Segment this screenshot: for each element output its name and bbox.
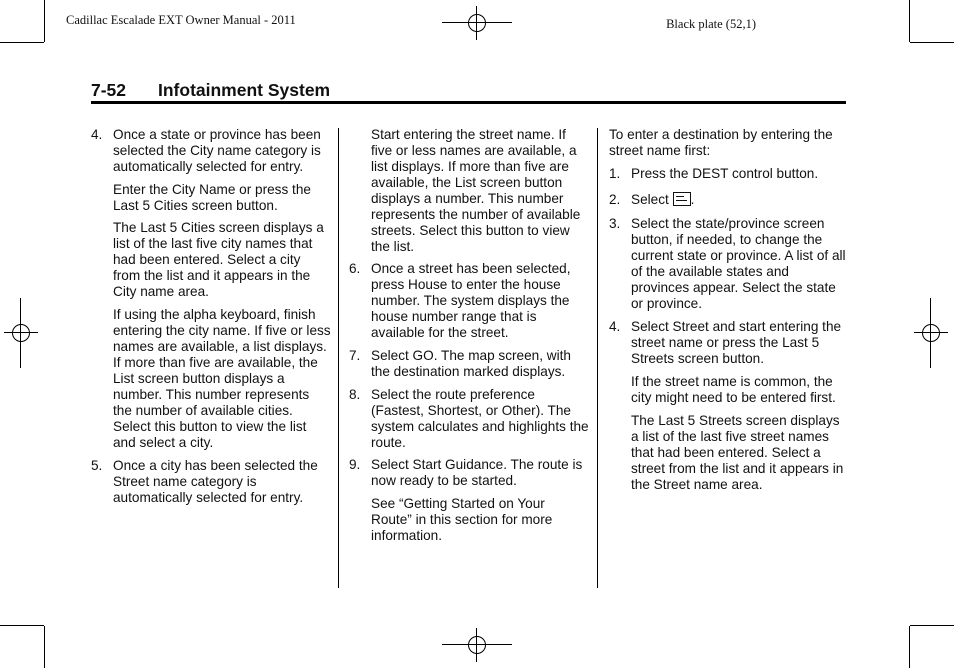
step-number: 5. bbox=[91, 458, 103, 473]
step-text: Once a street has been selected, press House to enter the house number. The system displays the house number range that is available for the street. bbox=[371, 261, 571, 340]
step-text: Once a state or province has been selected the City name category is automatically selected for entry. bbox=[113, 127, 321, 174]
step-item bbox=[349, 457, 589, 489]
paragraph: If the street name is common, the city might need to be entered first. bbox=[631, 374, 836, 405]
step-text: Press the DEST control button. bbox=[631, 166, 819, 181]
destination-address-icon bbox=[673, 192, 691, 206]
step-number: 1. bbox=[609, 166, 621, 181]
step-text: Select Start Guidance. The route is now ready to be started. bbox=[371, 457, 583, 488]
registration-mark-bottom bbox=[460, 628, 494, 662]
plate-label: Black plate (52,1) bbox=[666, 17, 756, 31]
column-left bbox=[91, 127, 331, 506]
section-title: Infotainment System bbox=[158, 80, 331, 100]
step-item bbox=[91, 127, 331, 175]
paragraph: Enter the City Name or press the Last 5 Cities screen button. bbox=[113, 182, 311, 213]
step-text: Select the route preference (Fastest, Shortest, or Other). The system calculates and highlights the route. bbox=[371, 387, 589, 450]
step-text bbox=[631, 192, 849, 208]
crop-mark bbox=[0, 42, 44, 43]
paragraph: If using the alpha keyboard, finish entering the city name. If five or less names are available, a list displays. If more than five are available, the List screen button displays a number. This number represents the number of available cities. Select this button to view the list and select a city. bbox=[113, 307, 331, 450]
step-number: 4. bbox=[91, 127, 103, 142]
crop-mark bbox=[44, 626, 45, 668]
section-heading bbox=[91, 80, 330, 101]
step-number: 4. bbox=[609, 319, 621, 334]
paragraph: The Last 5 Streets screen displays a list of the last five street names that had been entered. Select a street from the list and it appears in the Street name area. bbox=[631, 413, 844, 492]
crop-mark bbox=[910, 42, 954, 43]
step-text: Once a city has been selected the Street name category is automatically selected for entry. bbox=[113, 458, 318, 505]
crop-mark bbox=[909, 626, 910, 668]
column-middle bbox=[349, 127, 589, 544]
column-divider bbox=[338, 128, 339, 588]
registration-mark-left bbox=[4, 316, 38, 350]
step-item bbox=[609, 216, 849, 312]
step-item bbox=[349, 261, 589, 341]
crop-mark bbox=[0, 625, 44, 626]
step-item bbox=[609, 319, 849, 367]
column-divider bbox=[597, 128, 598, 588]
step-text: Select GO. The map screen, with the destination marked displays. bbox=[371, 348, 571, 379]
step-item bbox=[91, 458, 331, 506]
step-number: 7. bbox=[349, 348, 361, 363]
registration-mark-right bbox=[914, 316, 948, 350]
registration-mark-top bbox=[460, 6, 494, 40]
step-text: Select the state/province screen button, if needed, to change the current state or province. A list of all of the available states and provinces appear. Select the state or province. bbox=[631, 216, 846, 311]
heading-rule bbox=[91, 101, 846, 104]
manual-title: Cadillac Escalade EXT Owner Manual - 2011 bbox=[66, 13, 296, 27]
intro-text: To enter a destination by entering the street name first: bbox=[609, 127, 833, 158]
step-item bbox=[609, 192, 849, 208]
step-text: Select Street and start entering the street name or press the Last 5 Streets screen button. bbox=[631, 319, 842, 366]
column-right bbox=[609, 127, 849, 493]
step-item bbox=[609, 166, 849, 182]
step-number: 3. bbox=[609, 216, 621, 231]
crop-mark bbox=[44, 0, 45, 42]
step-number: 6. bbox=[349, 261, 361, 276]
step-number: 8. bbox=[349, 387, 361, 402]
step-item bbox=[349, 387, 589, 451]
step-number: 2. bbox=[609, 192, 621, 207]
step-number: 9. bbox=[349, 457, 361, 472]
step-item bbox=[349, 348, 589, 380]
step-text-tail: . bbox=[690, 192, 695, 207]
step-text-lead: Select bbox=[631, 192, 669, 207]
paragraph: Start entering the street name. If five or less names are available, a list displays. If more than five are available, the List screen button displays a number. This number represents the number of available streets. Select this button to view the list. bbox=[371, 127, 581, 254]
crop-mark bbox=[909, 0, 910, 42]
paragraph: See “Getting Started on Your Route” in this section for more information. bbox=[371, 496, 553, 543]
crop-mark bbox=[910, 625, 954, 626]
page-number: 7-52 bbox=[91, 80, 127, 100]
paragraph: The Last 5 Cities screen displays a list of the last five city names that had been entered. Select a city from the list and it appears in the City name area. bbox=[113, 220, 324, 299]
